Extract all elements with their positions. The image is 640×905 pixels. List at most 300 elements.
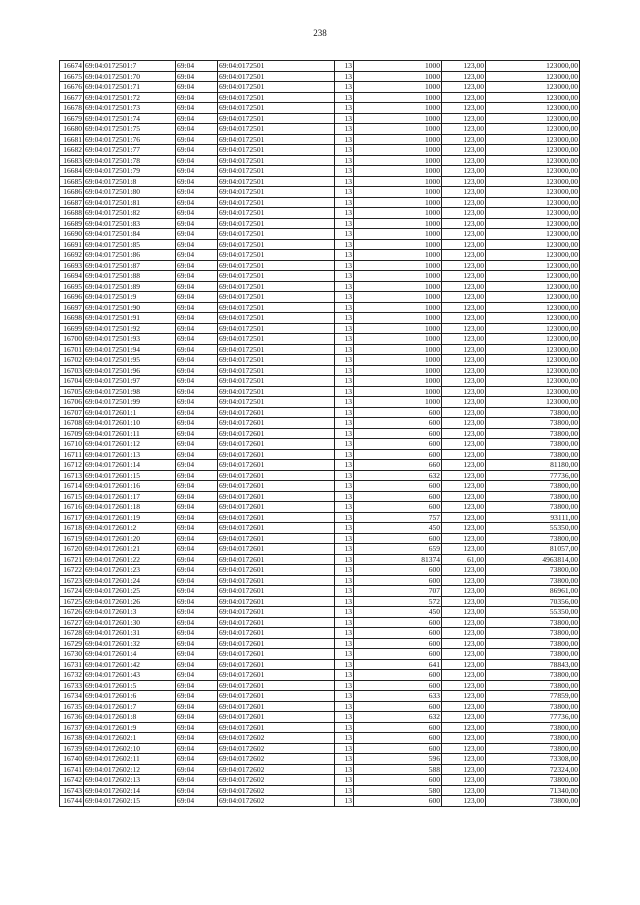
cadastral-value-cell: 123000,00: [486, 344, 580, 355]
district-code-cell: 69:04: [176, 470, 218, 481]
category-code-cell: 13: [335, 533, 354, 544]
district-code-cell: 69:04: [176, 754, 218, 765]
unit-value-cell: 123,00: [442, 607, 486, 618]
row-number-cell: 16688: [60, 208, 84, 219]
unit-value-cell: 123,00: [442, 691, 486, 702]
cadastral-number-cell: 69:04:0172601:10: [84, 418, 176, 429]
unit-value-cell: 123,00: [442, 229, 486, 240]
cadastral-number-cell: 69:04:0172501:80: [84, 187, 176, 198]
unit-value-cell: 123,00: [442, 82, 486, 93]
cadastral-value-cell: 73800,00: [486, 575, 580, 586]
area-cell: 600: [354, 439, 442, 450]
cadastral-number-cell: 69:04:0172501:79: [84, 166, 176, 177]
row-number-cell: 16724: [60, 586, 84, 597]
table-row: [60, 334, 580, 345]
category-code-cell: 13: [335, 292, 354, 303]
area-cell: 600: [354, 407, 442, 418]
cadastral-block-cell: 69:04:0172601: [218, 628, 335, 639]
cadastral-number-cell: 69:04:0172501:78: [84, 155, 176, 166]
row-number-cell: 16689: [60, 218, 84, 229]
table-row: [60, 649, 580, 660]
area-cell: 1000: [354, 61, 442, 72]
cadastral-value-cell: 81180,00: [486, 460, 580, 471]
table-row: [60, 533, 580, 544]
row-number-cell: 16734: [60, 691, 84, 702]
table-row: [60, 323, 580, 334]
cadastral-value-cell: 73800,00: [486, 796, 580, 807]
cadastral-block-cell: 69:04:0172601: [218, 638, 335, 649]
cadastral-block-cell: 69:04:0172601: [218, 722, 335, 733]
cadastral-block-cell: 69:04:0172602: [218, 764, 335, 775]
cadastral-value-cell: 73800,00: [486, 533, 580, 544]
cadastral-number-cell: 69:04:0172601:3: [84, 607, 176, 618]
category-code-cell: 13: [335, 407, 354, 418]
district-code-cell: 69:04: [176, 481, 218, 492]
district-code-cell: 69:04: [176, 113, 218, 124]
category-code-cell: 13: [335, 659, 354, 670]
unit-value-cell: 123,00: [442, 397, 486, 408]
cadastral-block-cell: 69:04:0172501: [218, 386, 335, 397]
area-cell: 600: [354, 617, 442, 628]
district-code-cell: 69:04: [176, 733, 218, 744]
cadastral-block-cell: 69:04:0172501: [218, 166, 335, 177]
unit-value-cell: 123,00: [442, 134, 486, 145]
area-cell: 600: [354, 418, 442, 429]
cadastral-block-cell: 69:04:0172602: [218, 796, 335, 807]
category-code-cell: 13: [335, 628, 354, 639]
unit-value-cell: 123,00: [442, 260, 486, 271]
unit-value-cell: 123,00: [442, 470, 486, 481]
area-cell: 1000: [354, 239, 442, 250]
district-code-cell: 69:04: [176, 323, 218, 334]
cadastral-number-cell: 69:04:0172501:86: [84, 250, 176, 261]
area-cell: 1000: [354, 124, 442, 135]
unit-value-cell: 123,00: [442, 355, 486, 366]
cadastral-block-cell: 69:04:0172501: [218, 176, 335, 187]
cadastral-block-cell: 69:04:0172501: [218, 103, 335, 114]
district-code-cell: 69:04: [176, 187, 218, 198]
category-code-cell: 13: [335, 785, 354, 796]
cadastral-value-cell: 73800,00: [486, 491, 580, 502]
table-row: [60, 460, 580, 471]
district-code-cell: 69:04: [176, 512, 218, 523]
category-code-cell: 13: [335, 470, 354, 481]
table-row: [60, 607, 580, 618]
cadastral-number-cell: 69:04:0172601:26: [84, 596, 176, 607]
unit-value-cell: 123,00: [442, 239, 486, 250]
category-code-cell: 13: [335, 187, 354, 198]
area-cell: 1000: [354, 260, 442, 271]
cadastral-value-cell: 70356,00: [486, 596, 580, 607]
cadastral-value-cell: 73800,00: [486, 670, 580, 681]
cadastral-number-cell: 69:04:0172601:17: [84, 491, 176, 502]
row-number-cell: 16687: [60, 197, 84, 208]
row-number-cell: 16740: [60, 754, 84, 765]
category-code-cell: 13: [335, 764, 354, 775]
cadastral-value-cell: 123000,00: [486, 103, 580, 114]
area-cell: 600: [354, 722, 442, 733]
area-cell: 600: [354, 565, 442, 576]
cadastral-block-cell: 69:04:0172501: [218, 281, 335, 292]
unit-value-cell: 123,00: [442, 292, 486, 303]
category-code-cell: 13: [335, 229, 354, 240]
row-number-cell: 16704: [60, 376, 84, 387]
district-code-cell: 69:04: [176, 428, 218, 439]
row-number-cell: 16700: [60, 334, 84, 345]
area-cell: 1000: [354, 334, 442, 345]
table-row: [60, 313, 580, 324]
category-code-cell: 13: [335, 260, 354, 271]
cadastral-value-cell: 123000,00: [486, 155, 580, 166]
table-row: [60, 481, 580, 492]
district-code-cell: 69:04: [176, 260, 218, 271]
district-code-cell: 69:04: [176, 565, 218, 576]
cadastral-value-cell: 73800,00: [486, 449, 580, 460]
area-cell: 707: [354, 586, 442, 597]
cadastral-block-cell: 69:04:0172601: [218, 617, 335, 628]
category-code-cell: 13: [335, 166, 354, 177]
row-number-cell: 16731: [60, 659, 84, 670]
cadastral-block-cell: 69:04:0172601: [218, 554, 335, 565]
row-number-cell: 16720: [60, 544, 84, 555]
table-row: [60, 239, 580, 250]
district-code-cell: 69:04: [176, 397, 218, 408]
area-cell: 572: [354, 596, 442, 607]
table-row: [60, 691, 580, 702]
cadastral-block-cell: 69:04:0172501: [218, 344, 335, 355]
category-code-cell: 13: [335, 113, 354, 124]
table-row: [60, 365, 580, 376]
unit-value-cell: 123,00: [442, 61, 486, 72]
row-number-cell: 16676: [60, 82, 84, 93]
unit-value-cell: 123,00: [442, 722, 486, 733]
row-number-cell: 16727: [60, 617, 84, 628]
row-number-cell: 16706: [60, 397, 84, 408]
district-code-cell: 69:04: [176, 365, 218, 376]
row-number-cell: 16736: [60, 712, 84, 723]
cadastral-value-cell: 123000,00: [486, 113, 580, 124]
category-code-cell: 13: [335, 754, 354, 765]
unit-value-cell: 123,00: [442, 754, 486, 765]
area-cell: 588: [354, 764, 442, 775]
cadastral-value-cell: 123000,00: [486, 313, 580, 324]
unit-value-cell: 123,00: [442, 376, 486, 387]
category-code-cell: 13: [335, 376, 354, 387]
row-number-cell: 16701: [60, 344, 84, 355]
area-cell: 1000: [354, 386, 442, 397]
table-row: [60, 124, 580, 135]
area-cell: 600: [354, 575, 442, 586]
area-cell: 580: [354, 785, 442, 796]
table-row: [60, 92, 580, 103]
row-number-cell: 16719: [60, 533, 84, 544]
district-code-cell: 69:04: [176, 229, 218, 240]
category-code-cell: 13: [335, 313, 354, 324]
cadastral-value-cell: 81057,00: [486, 544, 580, 555]
category-code-cell: 13: [335, 134, 354, 145]
cadastral-number-cell: 69:04:0172601:7: [84, 701, 176, 712]
area-cell: 1000: [354, 113, 442, 124]
cadastral-block-cell: 69:04:0172601: [218, 512, 335, 523]
cadastral-block-cell: 69:04:0172601: [218, 523, 335, 534]
category-code-cell: 13: [335, 418, 354, 429]
category-code-cell: 13: [335, 239, 354, 250]
table-row: [60, 596, 580, 607]
row-number-cell: 16722: [60, 565, 84, 576]
cadastral-block-cell: 69:04:0172601: [218, 607, 335, 618]
cadastral-number-cell: 69:04:0172501:95: [84, 355, 176, 366]
unit-value-cell: 123,00: [442, 575, 486, 586]
cadastral-value-cell: 73800,00: [486, 701, 580, 712]
unit-value-cell: 123,00: [442, 481, 486, 492]
table-row: [60, 145, 580, 156]
district-code-cell: 69:04: [176, 575, 218, 586]
row-number-cell: 16743: [60, 785, 84, 796]
cadastral-number-cell: 69:04:0172602:15: [84, 796, 176, 807]
area-cell: 632: [354, 712, 442, 723]
row-number-cell: 16682: [60, 145, 84, 156]
district-code-cell: 69:04: [176, 313, 218, 324]
cadastral-value-cell: 55350,00: [486, 523, 580, 534]
area-cell: 1000: [354, 292, 442, 303]
area-cell: 1000: [354, 176, 442, 187]
unit-value-cell: 123,00: [442, 565, 486, 576]
cadastral-block-cell: 69:04:0172501: [218, 239, 335, 250]
table-row: [60, 61, 580, 72]
cadastral-number-cell: 69:04:0172501:97: [84, 376, 176, 387]
row-number-cell: 16713: [60, 470, 84, 481]
cadastral-block-cell: 69:04:0172601: [218, 649, 335, 660]
category-code-cell: 13: [335, 512, 354, 523]
table-row: [60, 470, 580, 481]
district-code-cell: 69:04: [176, 134, 218, 145]
district-code-cell: 69:04: [176, 449, 218, 460]
category-code-cell: 13: [335, 250, 354, 261]
category-code-cell: 13: [335, 554, 354, 565]
cadastral-value-cell: 77736,00: [486, 470, 580, 481]
area-cell: 641: [354, 659, 442, 670]
table-row: [60, 544, 580, 555]
table-row: [60, 428, 580, 439]
cadastral-number-cell: 69:04:0172501:8: [84, 176, 176, 187]
cadastral-value-cell: 123000,00: [486, 281, 580, 292]
unit-value-cell: 123,00: [442, 113, 486, 124]
area-cell: 600: [354, 775, 442, 786]
area-cell: 1000: [354, 197, 442, 208]
table-row: [60, 344, 580, 355]
unit-value-cell: 123,00: [442, 281, 486, 292]
cadastral-block-cell: 69:04:0172501: [218, 187, 335, 198]
table-row: [60, 281, 580, 292]
cadastral-value-cell: 123000,00: [486, 397, 580, 408]
cadastral-value-cell: 123000,00: [486, 124, 580, 135]
table-row: [60, 292, 580, 303]
district-code-cell: 69:04: [176, 197, 218, 208]
cadastral-block-cell: 69:04:0172501: [218, 271, 335, 282]
category-code-cell: 13: [335, 775, 354, 786]
unit-value-cell: 123,00: [442, 586, 486, 597]
category-code-cell: 13: [335, 176, 354, 187]
cadastral-value-table: [59, 60, 580, 807]
cadastral-number-cell: 69:04:0172501:85: [84, 239, 176, 250]
cadastral-block-cell: 69:04:0172501: [218, 323, 335, 334]
cadastral-value-cell: 123000,00: [486, 376, 580, 387]
category-code-cell: 13: [335, 733, 354, 744]
area-cell: 600: [354, 533, 442, 544]
district-code-cell: 69:04: [176, 502, 218, 513]
area-cell: 757: [354, 512, 442, 523]
area-cell: 1000: [354, 229, 442, 240]
district-code-cell: 69:04: [176, 439, 218, 450]
category-code-cell: 13: [335, 617, 354, 628]
cadastral-block-cell: 69:04:0172601: [218, 418, 335, 429]
cadastral-block-cell: 69:04:0172602: [218, 733, 335, 744]
district-code-cell: 69:04: [176, 596, 218, 607]
row-number-cell: 16675: [60, 71, 84, 82]
row-number-cell: 16677: [60, 92, 84, 103]
cadastral-value-cell: 73800,00: [486, 649, 580, 660]
district-code-cell: 69:04: [176, 701, 218, 712]
row-number-cell: 16716: [60, 502, 84, 513]
cadastral-block-cell: 69:04:0172501: [218, 292, 335, 303]
area-cell: 600: [354, 680, 442, 691]
district-code-cell: 69:04: [176, 628, 218, 639]
cadastral-block-cell: 69:04:0172601: [218, 533, 335, 544]
district-code-cell: 69:04: [176, 82, 218, 93]
area-cell: 1000: [354, 134, 442, 145]
row-number-cell: 16691: [60, 239, 84, 250]
category-code-cell: 13: [335, 586, 354, 597]
table-row: [60, 512, 580, 523]
unit-value-cell: 123,00: [442, 334, 486, 345]
cadastral-value-cell: 123000,00: [486, 365, 580, 376]
cadastral-value-cell: 123000,00: [486, 218, 580, 229]
cadastral-value-cell: 73800,00: [486, 638, 580, 649]
area-cell: 600: [354, 502, 442, 513]
cadastral-number-cell: 69:04:0172601:15: [84, 470, 176, 481]
cadastral-block-cell: 69:04:0172601: [218, 502, 335, 513]
area-cell: 1000: [354, 250, 442, 261]
area-cell: 1000: [354, 397, 442, 408]
area-cell: 1000: [354, 218, 442, 229]
row-number-cell: 16707: [60, 407, 84, 418]
table-row: [60, 565, 580, 576]
cadastral-value-cell: 78843,00: [486, 659, 580, 670]
cadastral-value-cell: 123000,00: [486, 334, 580, 345]
district-code-cell: 69:04: [176, 523, 218, 534]
cadastral-number-cell: 69:04:0172601:25: [84, 586, 176, 597]
category-code-cell: 13: [335, 449, 354, 460]
area-cell: 1000: [354, 82, 442, 93]
cadastral-value-cell: 73800,00: [486, 428, 580, 439]
area-cell: 1000: [354, 355, 442, 366]
unit-value-cell: 123,00: [442, 187, 486, 198]
category-code-cell: 13: [335, 208, 354, 219]
row-number-cell: 16681: [60, 134, 84, 145]
table-row: [60, 197, 580, 208]
cadastral-block-cell: 69:04:0172501: [218, 82, 335, 93]
cadastral-number-cell: 69:04:0172601:9: [84, 722, 176, 733]
district-code-cell: 69:04: [176, 292, 218, 303]
district-code-cell: 69:04: [176, 649, 218, 660]
table-row: [60, 617, 580, 628]
unit-value-cell: 123,00: [442, 365, 486, 376]
row-number-cell: 16678: [60, 103, 84, 114]
unit-value-cell: 123,00: [442, 680, 486, 691]
cadastral-number-cell: 69:04:0172601:5: [84, 680, 176, 691]
cadastral-number-cell: 69:04:0172601:11: [84, 428, 176, 439]
cadastral-value-cell: 73800,00: [486, 502, 580, 513]
cadastral-block-cell: 69:04:0172501: [218, 397, 335, 408]
cadastral-number-cell: 69:04:0172501:90: [84, 302, 176, 313]
row-number-cell: 16728: [60, 628, 84, 639]
area-cell: 1000: [354, 166, 442, 177]
unit-value-cell: 123,00: [442, 218, 486, 229]
row-number-cell: 16738: [60, 733, 84, 744]
category-code-cell: 13: [335, 649, 354, 660]
table-row: [60, 670, 580, 681]
cadastral-block-cell: 69:04:0172501: [218, 113, 335, 124]
table-row: [60, 785, 580, 796]
cadastral-block-cell: 69:04:0172601: [218, 544, 335, 555]
table-row: [60, 82, 580, 93]
row-number-cell: 16705: [60, 386, 84, 397]
cadastral-number-cell: 69:04:0172501:70: [84, 71, 176, 82]
table-row: [60, 166, 580, 177]
table-row: [60, 376, 580, 387]
unit-value-cell: 123,00: [442, 271, 486, 282]
district-code-cell: 69:04: [176, 544, 218, 555]
category-code-cell: 13: [335, 386, 354, 397]
category-code-cell: 13: [335, 607, 354, 618]
cadastral-value-cell: 123000,00: [486, 166, 580, 177]
category-code-cell: 13: [335, 638, 354, 649]
area-cell: 1000: [354, 103, 442, 114]
district-code-cell: 69:04: [176, 71, 218, 82]
cadastral-block-cell: 69:04:0172601: [218, 449, 335, 460]
area-cell: 633: [354, 691, 442, 702]
cadastral-number-cell: 69:04:0172601:20: [84, 533, 176, 544]
cadastral-number-cell: 69:04:0172501:81: [84, 197, 176, 208]
cadastral-number-cell: 69:04:0172501:92: [84, 323, 176, 334]
cadastral-value-cell: 123000,00: [486, 82, 580, 93]
cadastral-block-cell: 69:04:0172501: [218, 376, 335, 387]
row-number-cell: 16729: [60, 638, 84, 649]
table-row: [60, 355, 580, 366]
district-code-cell: 69:04: [176, 670, 218, 681]
cadastral-number-cell: 69:04:0172501:98: [84, 386, 176, 397]
category-code-cell: 13: [335, 428, 354, 439]
district-code-cell: 69:04: [176, 208, 218, 219]
row-number-cell: 16679: [60, 113, 84, 124]
area-cell: 600: [354, 491, 442, 502]
cadastral-block-cell: 69:04:0172602: [218, 785, 335, 796]
cadastral-number-cell: 69:04:0172601:8: [84, 712, 176, 723]
row-number-cell: 16732: [60, 670, 84, 681]
category-code-cell: 13: [335, 712, 354, 723]
table-row: [60, 659, 580, 670]
district-code-cell: 69:04: [176, 617, 218, 628]
category-code-cell: 13: [335, 743, 354, 754]
table-row: [60, 733, 580, 744]
cadastral-number-cell: 69:04:0172601:2: [84, 523, 176, 534]
cadastral-number-cell: 69:04:0172601:43: [84, 670, 176, 681]
district-code-cell: 69:04: [176, 775, 218, 786]
unit-value-cell: 123,00: [442, 544, 486, 555]
unit-value-cell: 123,00: [442, 638, 486, 649]
category-code-cell: 13: [335, 502, 354, 513]
category-code-cell: 13: [335, 218, 354, 229]
